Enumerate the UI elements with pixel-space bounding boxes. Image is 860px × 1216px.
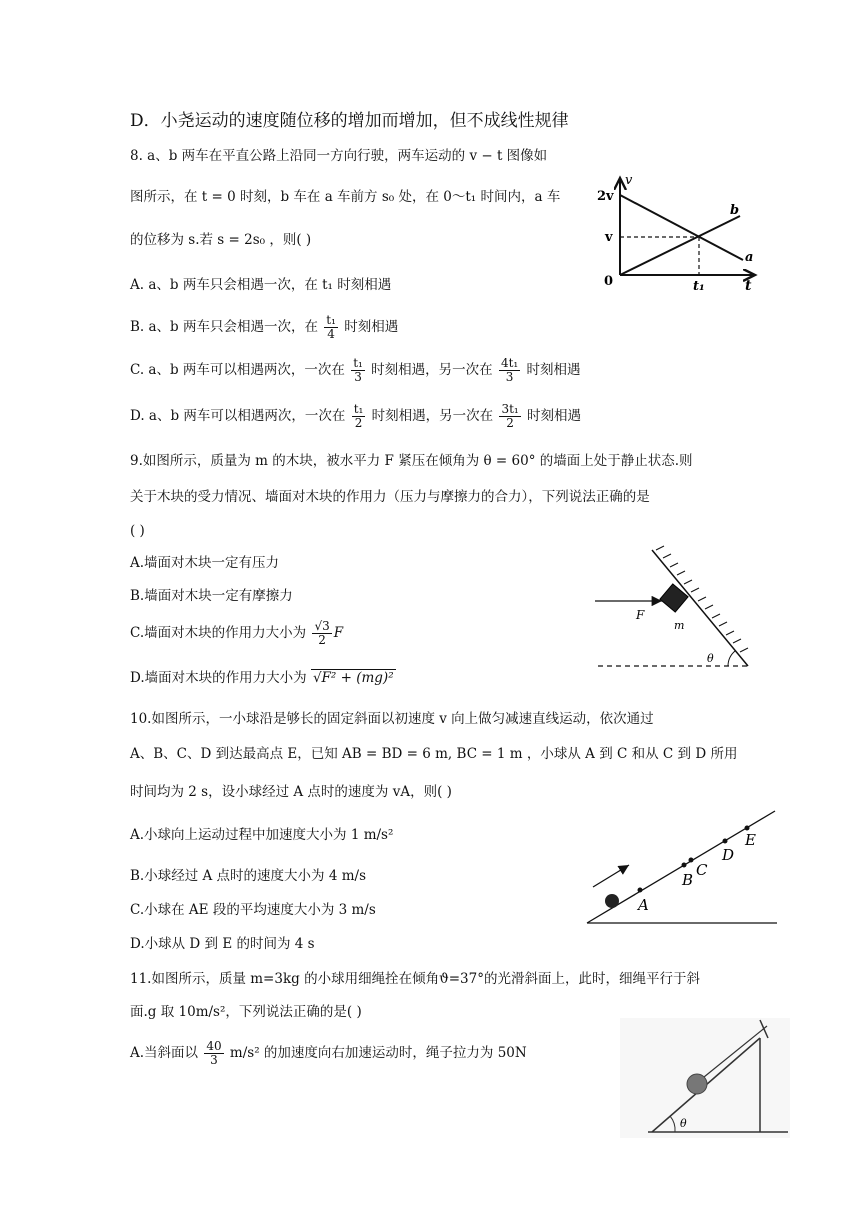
- q9-option-c-text: C.墙面对木块的作用力大小为: [130, 625, 307, 641]
- fraction-3t1-2: $\frac{\text{3t₁}}{2}$: [501, 402, 519, 430]
- t-axis-label: t: [745, 278, 752, 294]
- q11-option-a-tail: m/s² 的加速度向右加速运动时，绳子拉力为 50N: [229, 1045, 527, 1061]
- q8-line1: 8. a、b 两车在平直公路上沿同一方向行驶，两车运动的 v − t 图像如: [130, 148, 548, 164]
- q10-option-a: A.小球向上运动过程中加速度大小为 1 m/s²: [130, 827, 394, 843]
- fraction-t1-3: $\frac{\text{t₁}}{3}$: [353, 356, 363, 384]
- force-f: F: [333, 625, 344, 641]
- q8-option-c-text: C. a、b 两车可以相遇两次，一次在: [130, 362, 345, 378]
- q11-line2: 面.g 取 10m/s²，下列说法正确的是( ): [130, 1004, 362, 1020]
- q9-line1: 9.如图所示，质量为 m 的木块，被水平力 F 紧压在倾角为 θ = 60° 的墙面上处于静止状态.则: [130, 453, 693, 469]
- q8-option-d: [130, 403, 581, 430]
- ball: [687, 1074, 707, 1094]
- q9-option-b: B.墙面对木块一定有摩擦力: [130, 588, 293, 604]
- point-a-label: A: [638, 896, 649, 914]
- q8-option-c: [130, 357, 581, 384]
- incline-points-figure: [585, 805, 780, 927]
- a-label: a: [745, 250, 754, 265]
- fraction-40-3: $\frac{40}{3}$: [206, 1039, 222, 1067]
- q9-option-a: A.墙面对木块一定有压力: [130, 555, 280, 571]
- q8-line2: 图所示，在 t = 0 时刻，b 车在 a 车前方 s₀ 处，在 0～t₁ 时间内，a 车: [130, 189, 561, 205]
- theta-label: θ: [680, 1117, 687, 1130]
- q9-option-d-text: D.墙面对木块的作用力大小为: [130, 670, 307, 686]
- q9-line2: 关于木块的受力情况、墙面对木块的作用力（压力与摩擦力的合力），下列说法正确的是: [130, 489, 650, 505]
- q11-option-a: [130, 1040, 527, 1067]
- two-v-label: 2v: [597, 189, 614, 204]
- q10-line2: A、B、C、D 到达最高点 E，已知 AB = BD = 6 m, BC = 1 m ，小球从 A 到 C 和从 C 到 D 所用: [130, 746, 738, 762]
- q8-option-d-text: D. a、b 两车可以相遇两次，一次在: [130, 408, 346, 424]
- vt-graph-figure: [595, 172, 765, 294]
- q9-line3: ( ): [130, 523, 145, 539]
- wall-block-figure: [590, 545, 760, 670]
- q8-option-c-mid: 时刻相遇，另一次在: [371, 362, 493, 378]
- q10-option-d: D.小球从 D 到 E 的时间为 4 s: [130, 936, 315, 952]
- option-d-prev: D．小尧运动的速度随位移的增加而增加，但不成线性规律: [130, 111, 569, 131]
- velocity-arrow: [593, 865, 629, 887]
- q8-option-b-tail: 时刻相遇: [344, 319, 399, 335]
- angle-arc: [728, 651, 735, 666]
- q10-line1: 10.如图所示，一小球沿是够长的固定斜面以初速度 v 向上做匀减速直线运动，依次通过: [130, 711, 654, 727]
- q8-line3: 的位移为 s.若 s = 2s₀ ，则( ): [130, 232, 312, 248]
- q11-line1: 11.如图所示，质量 m=3kg 的小球用细绳拴在倾角ϑ=37°的光滑斜面上，此时，细绳平行于斜: [130, 971, 700, 987]
- wall-line: [652, 550, 748, 666]
- fraction-4t1-3: $\frac{\text{4t₁}}{3}$: [500, 356, 519, 384]
- line-b: [620, 216, 740, 275]
- point-b-label: B: [682, 871, 694, 889]
- origin-label: 0: [604, 274, 614, 289]
- q8-option-d-tail: 时刻相遇: [527, 408, 582, 424]
- point-e-label: E: [745, 831, 756, 849]
- fraction-t1-2: $\frac{\text{t₁}}{2}$: [353, 402, 364, 430]
- q8-option-c-tail: 时刻相遇: [526, 362, 581, 378]
- q8-option-b: [130, 314, 398, 341]
- theta-label: θ: [707, 652, 714, 665]
- point-d-label: D: [722, 846, 735, 864]
- q8-option-b-text: B. a、b 两车只会相遇一次，在: [130, 319, 318, 335]
- q11-option-a-text: A.当斜面以: [130, 1045, 199, 1061]
- v-label: v: [605, 230, 613, 245]
- t1-label: t₁: [693, 279, 705, 294]
- force-label: F: [636, 608, 645, 622]
- sqrt-expression: √F² + (mg)²: [312, 670, 394, 686]
- q8-option-d-mid: 时刻相遇，另一次在: [371, 408, 494, 424]
- ball: [605, 894, 619, 908]
- rope-incline-figure: [620, 1018, 790, 1138]
- mass-label: m: [674, 619, 685, 632]
- line-a: [620, 195, 743, 260]
- fraction-sqrt3-2: $\frac{√3}{2}$: [314, 619, 330, 647]
- q10-option-c: C.小球在 AE 段的平均速度大小为 3 m/s: [130, 902, 376, 918]
- v-axis-label: v: [625, 173, 633, 188]
- b-label: b: [730, 203, 740, 218]
- q9-option-d: [130, 669, 396, 687]
- q9-option-c: [130, 620, 343, 647]
- q10-line3: 时间均为 2 s，设小球经过 A 点时的速度为 vA，则( ): [130, 784, 452, 800]
- point-c-label: C: [696, 861, 708, 879]
- fraction-t1-4: $\frac{\text{t₁}}{4}$: [326, 313, 336, 341]
- q10-option-b: B.小球经过 A 点时的速度大小为 4 m/s: [130, 868, 366, 884]
- q8-option-a: A. a、b 两车只会相遇一次，在 t₁ 时刻相遇: [130, 277, 392, 293]
